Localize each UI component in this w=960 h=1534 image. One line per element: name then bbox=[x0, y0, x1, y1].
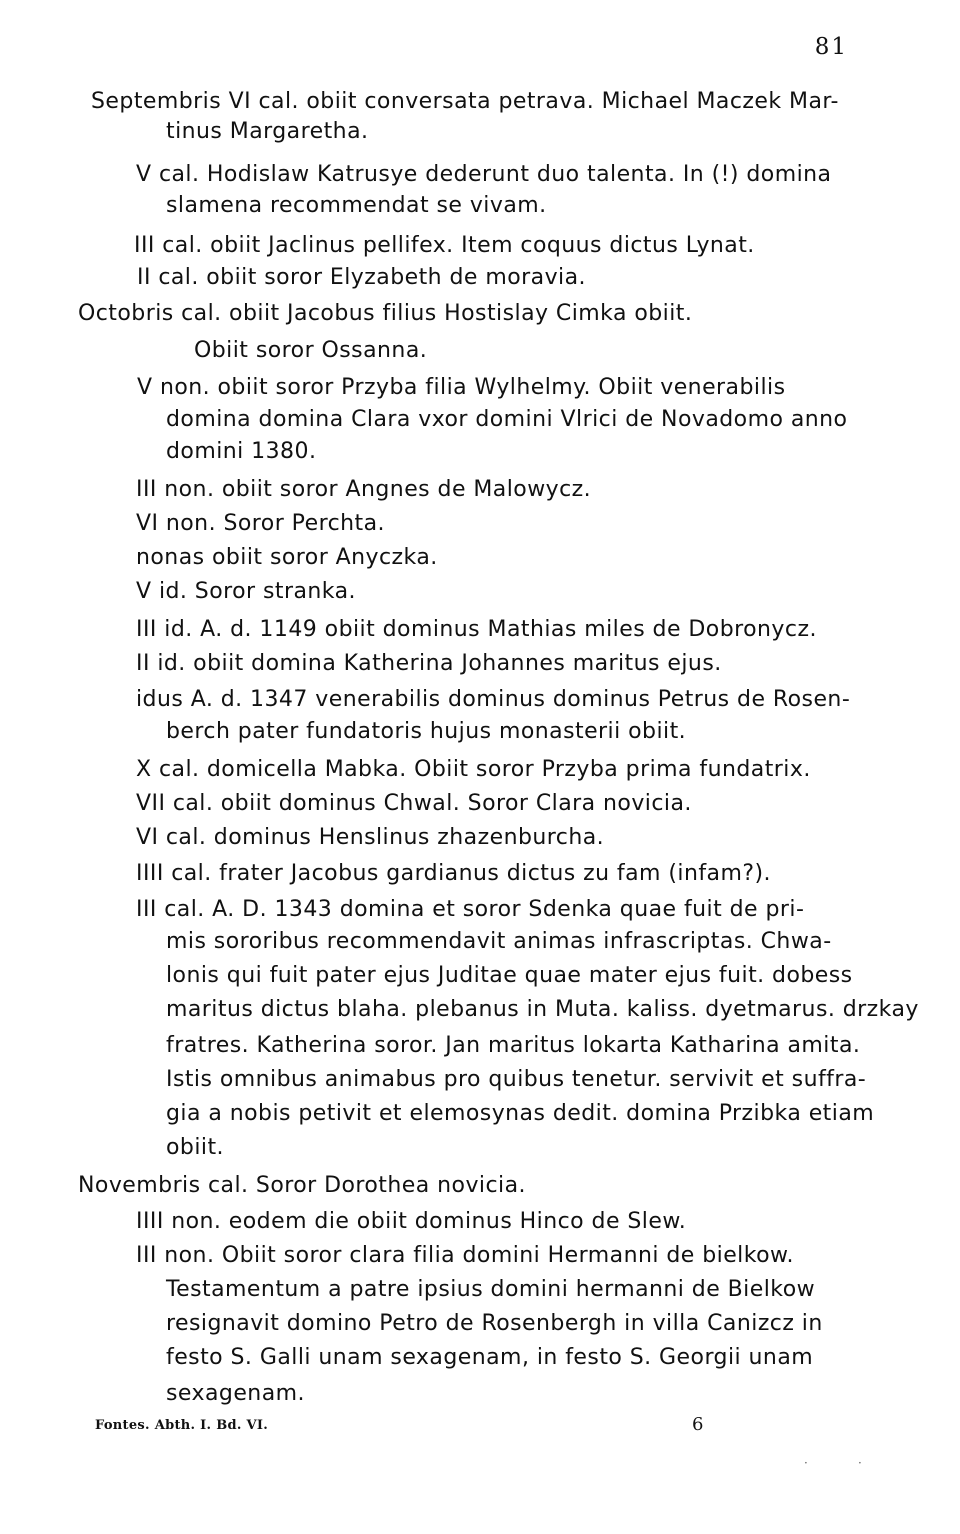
scan-speck-2: · bbox=[858, 1456, 862, 1470]
text-line-34: III non. Obiit soror clara filia domini Hermanni de bielkow. bbox=[136, 1243, 794, 1268]
text-line-9: V non. obiit soror Przyba filia Wylhelmy. Obiit venerabilis bbox=[137, 375, 786, 400]
text-line-27: maritus dictus blaha. plebanus in Muta. kaliss. dyetmarus. drzkay bbox=[166, 997, 919, 1022]
text-line-18: idus A. d. 1347 venerabilis dominus dominus Petrus de Rosen- bbox=[136, 687, 851, 712]
text-line-2: tinus Margaretha. bbox=[166, 119, 369, 144]
text-line-5: III cal. obiit Jaclinus pellifex. Item coquus dictus Lynat. bbox=[134, 233, 755, 258]
text-line-20: X cal. domicella Mabka. Obiit soror Przyba prima fundatrix. bbox=[136, 757, 811, 782]
text-line-29: Istis omnibus animabus pro quibus tenetur. servivit et suffra- bbox=[166, 1067, 867, 1092]
text-line-7: Octobris cal. obiit Jacobus filius Hostislay Cimka obiit. bbox=[78, 301, 693, 326]
text-line-19: berch pater fundatoris hujus monasterii obiit. bbox=[166, 719, 687, 744]
text-line-22: VI cal. dominus Henslinus zhazenburcha. bbox=[136, 825, 605, 850]
text-line-25: mis sororibus recommendavit animas infrascriptas. Chwa- bbox=[166, 929, 832, 954]
footer-source: Fontes. Abth. I. Bd. VI. bbox=[95, 1418, 269, 1433]
text-line-28: fratres. Katherina soror. Jan maritus lokarta Katharina amita. bbox=[166, 1033, 861, 1058]
text-line-3: V cal. Hodislaw Katrusye dederunt duo talenta. In (!) domina bbox=[136, 162, 832, 187]
text-line-37: festo S. Galli unam sexagenam, in festo S. Georgii unam bbox=[166, 1345, 814, 1370]
text-line-1: Septembris VI cal. obiit conversata petrava. Michael Maczek Mar- bbox=[91, 89, 839, 114]
text-line-16: III id. A. d. 1149 obiit dominus Mathias miles de Dobronycz. bbox=[136, 617, 817, 642]
text-line-15: V id. Soror stranka. bbox=[136, 579, 356, 604]
text-line-33: IIII non. eodem die obiit dominus Hinco de Slew. bbox=[136, 1209, 687, 1234]
text-line-21: VII cal. obiit dominus Chwal. Soror Clara novicia. bbox=[136, 791, 692, 816]
text-line-12: III non. obiit soror Angnes de Malowycz. bbox=[136, 477, 592, 502]
text-line-23: IIII cal. frater Jacobus gardianus dictus zu fam (infam?). bbox=[136, 861, 771, 886]
text-line-11: domini 1380. bbox=[166, 439, 317, 464]
text-line-4: slamena recommendat se vivam. bbox=[166, 193, 547, 218]
text-line-24: III cal. A. D. 1343 domina et soror Sdenka quae fuit de pri- bbox=[136, 897, 805, 922]
text-line-36: resignavit domino Petro de Rosenbergh in villa Canizcz in bbox=[166, 1311, 823, 1336]
page-number: 81 bbox=[814, 34, 848, 60]
scan-speck-1: · bbox=[804, 1456, 808, 1470]
text-line-32: Novembris cal. Soror Dorothea novicia. bbox=[78, 1173, 526, 1198]
text-line-35: Testamentum a patre ipsius domini hermanni de Bielkow bbox=[166, 1277, 816, 1302]
text-line-8: Obiit soror Ossanna. bbox=[194, 338, 428, 363]
text-line-38: sexagenam. bbox=[166, 1381, 305, 1406]
text-line-31: obiit. bbox=[166, 1135, 224, 1160]
text-line-14: nonas obiit soror Anyczka. bbox=[136, 545, 438, 570]
text-line-30: gia a nobis petivit et elemosynas dedit. domina Przibka etiam bbox=[166, 1101, 875, 1126]
text-line-6: II cal. obiit soror Elyzabeth de moravia. bbox=[137, 265, 586, 290]
text-line-10: domina domina Clara vxor domini Vlrici de Novadomo anno bbox=[166, 407, 848, 432]
text-line-26: lonis qui fuit pater ejus Juditae quae mater ejus fuit. dobess bbox=[166, 963, 853, 988]
text-line-13: VI non. Soror Perchta. bbox=[136, 511, 385, 536]
text-line-17: II id. obiit domina Katherina Johannes maritus ejus. bbox=[136, 651, 722, 676]
footer-signature: 6 bbox=[692, 1414, 704, 1435]
